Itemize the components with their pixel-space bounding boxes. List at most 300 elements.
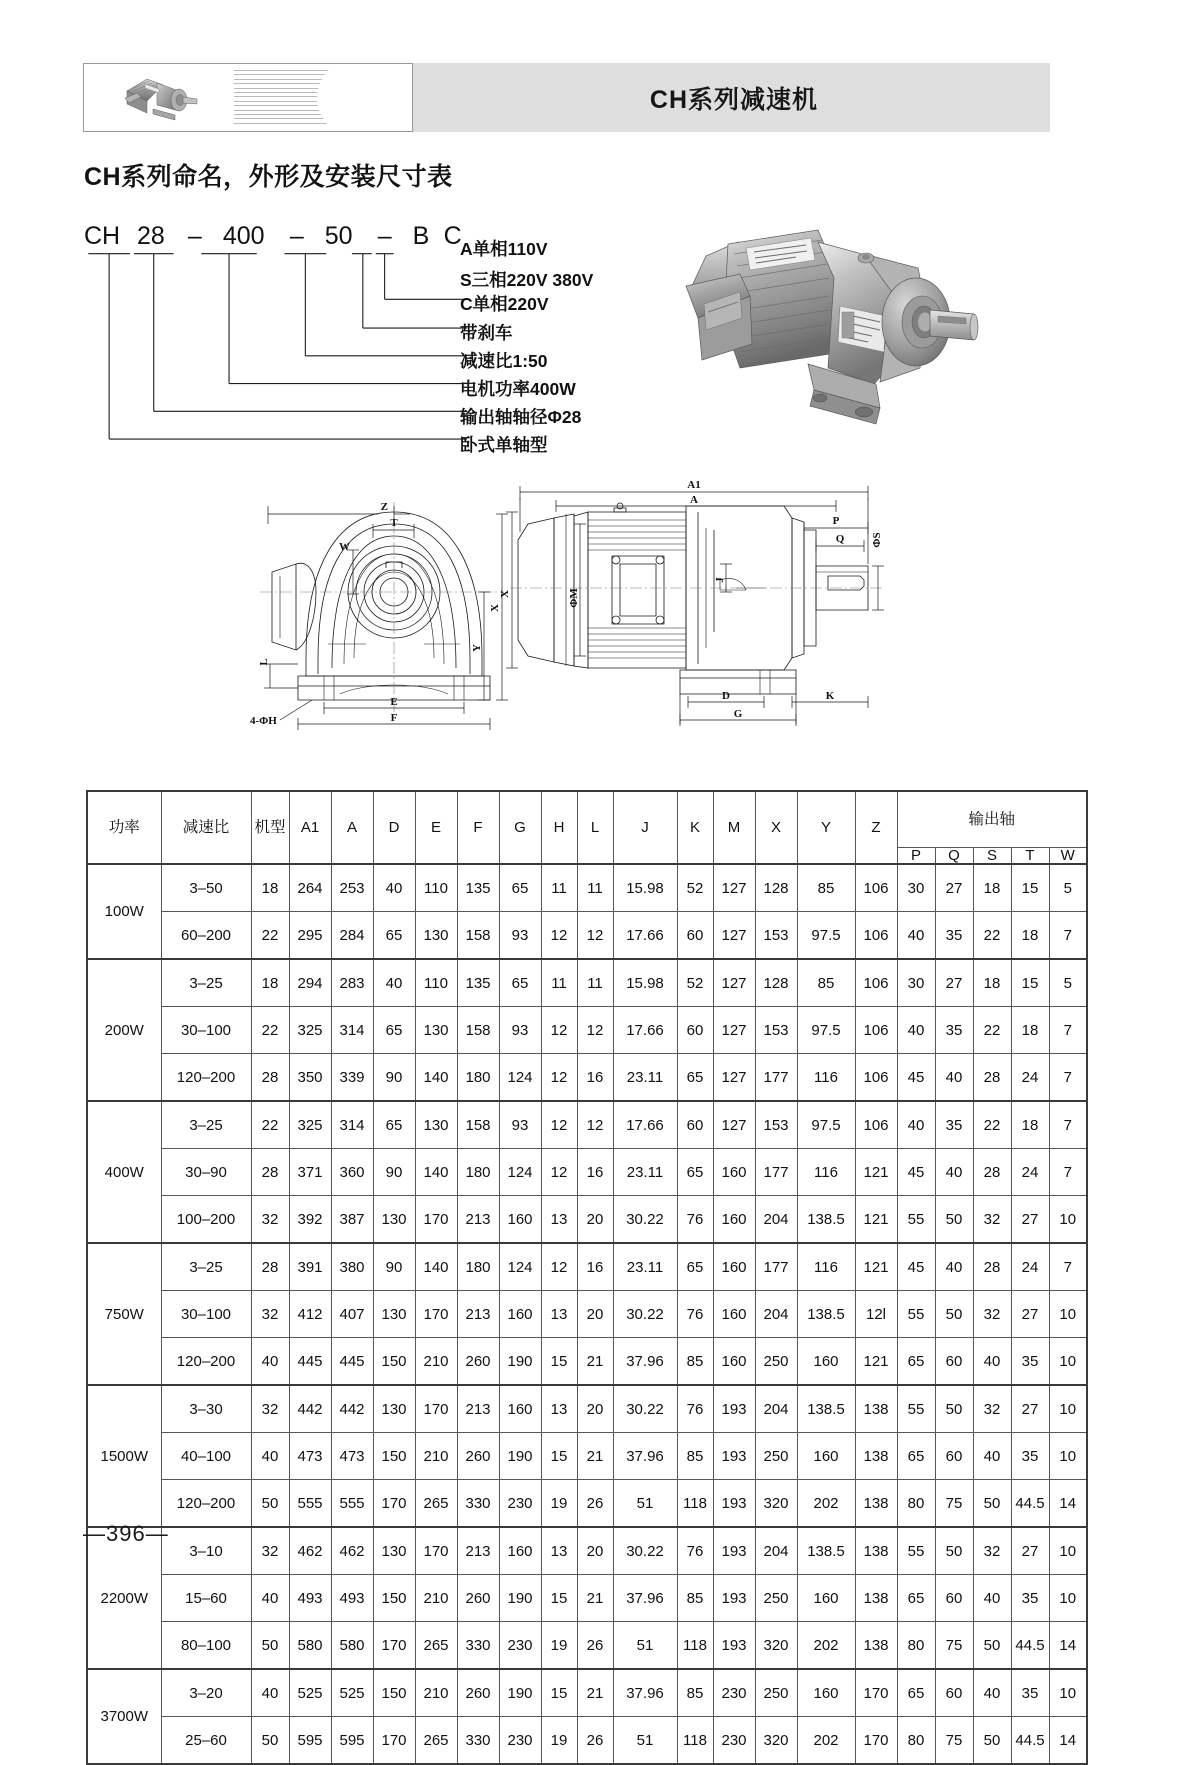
data-cell: 35 <box>1011 1338 1049 1386</box>
header-photo-box <box>83 63 413 132</box>
data-cell: 160 <box>499 1291 541 1338</box>
data-cell: 160 <box>797 1433 855 1480</box>
data-cell: 90 <box>373 1054 415 1102</box>
ratio-cell: 3–25 <box>161 1101 251 1149</box>
data-cell: 93 <box>499 1007 541 1054</box>
data-cell: 158 <box>457 912 499 960</box>
data-cell: 12 <box>541 1054 577 1102</box>
col-header-机型: 机型 <box>251 791 289 864</box>
data-cell: 50 <box>935 1527 973 1575</box>
data-cell: 555 <box>289 1480 331 1528</box>
data-cell: 213 <box>457 1527 499 1575</box>
data-cell: 93 <box>499 1101 541 1149</box>
data-cell: 580 <box>331 1622 373 1670</box>
data-cell: 121 <box>855 1338 897 1386</box>
col-header-S: S <box>973 848 1011 865</box>
stripe-curve-arc <box>316 63 413 132</box>
data-cell: 28 <box>251 1243 289 1291</box>
data-cell: 138 <box>855 1480 897 1528</box>
data-cell: 230 <box>499 1622 541 1670</box>
data-cell: 85 <box>677 1669 713 1717</box>
data-cell: 21 <box>577 1433 613 1480</box>
data-cell: 110 <box>415 959 457 1007</box>
data-cell: 22 <box>973 912 1011 960</box>
data-cell: 12 <box>577 1007 613 1054</box>
data-cell: 23.11 <box>613 1243 677 1291</box>
data-cell: 153 <box>755 1101 797 1149</box>
data-cell: 264 <box>289 864 331 912</box>
data-cell: 360 <box>331 1149 373 1196</box>
power-group-cell: 750W <box>87 1243 161 1385</box>
data-cell: 7 <box>1049 1149 1087 1196</box>
data-cell: 80 <box>897 1622 935 1670</box>
col-header-W: W <box>1049 848 1087 865</box>
data-cell: 210 <box>415 1338 457 1386</box>
col-header-A1: A1 <box>289 791 331 864</box>
table-row <box>87 1291 1087 1338</box>
data-cell: 65 <box>897 1669 935 1717</box>
data-cell: 40 <box>251 1669 289 1717</box>
data-cell: 150 <box>373 1669 415 1717</box>
power-group-cell: 2200W <box>87 1527 161 1669</box>
data-cell: 15.98 <box>613 864 677 912</box>
dim-label-T: T <box>390 517 398 529</box>
data-cell: 14 <box>1049 1622 1087 1670</box>
data-cell: 284 <box>331 912 373 960</box>
code-part-1: 28 <box>136 222 165 250</box>
data-cell: 30.22 <box>613 1196 677 1244</box>
data-cell: 30 <box>897 959 935 1007</box>
dim-label-F: F <box>390 712 398 724</box>
data-cell: 160 <box>499 1196 541 1244</box>
code-part-5: 50 <box>324 222 353 250</box>
data-cell: 213 <box>457 1291 499 1338</box>
data-cell: 473 <box>331 1433 373 1480</box>
data-cell: 253 <box>331 864 373 912</box>
data-cell: 18 <box>973 959 1011 1007</box>
data-cell: 325 <box>289 1007 331 1054</box>
data-cell: 330 <box>457 1622 499 1670</box>
page-header <box>83 63 1050 132</box>
data-cell: 339 <box>331 1054 373 1102</box>
col-header-功率: 功率 <box>87 791 161 864</box>
data-cell: 138 <box>855 1527 897 1575</box>
data-cell: 230 <box>499 1717 541 1765</box>
data-cell: 135 <box>457 864 499 912</box>
data-cell: 525 <box>331 1669 373 1717</box>
data-cell: 121 <box>855 1196 897 1244</box>
col-header-group-output-shaft: 输出轴 <box>897 791 1087 848</box>
data-cell: 32 <box>973 1291 1011 1338</box>
dim-label-L: L <box>258 658 270 666</box>
data-cell: 153 <box>755 912 797 960</box>
data-cell: 160 <box>713 1196 755 1244</box>
data-cell: 204 <box>755 1291 797 1338</box>
data-cell: 10 <box>1049 1291 1087 1338</box>
data-cell: 20 <box>577 1527 613 1575</box>
section-title: CH系列命名，外形及安装尺寸表 <box>84 163 453 191</box>
data-cell: 170 <box>415 1196 457 1244</box>
data-cell: 138 <box>855 1575 897 1622</box>
ratio-cell: 3–50 <box>161 864 251 912</box>
data-cell: 160 <box>713 1338 755 1386</box>
data-cell: 26 <box>577 1480 613 1528</box>
ratio-cell: 3–10 <box>161 1527 251 1575</box>
legend-item-5: 电机功率400W <box>460 379 576 399</box>
data-cell: 50 <box>251 1480 289 1528</box>
data-cell: 160 <box>797 1669 855 1717</box>
data-cell: 28 <box>973 1054 1011 1102</box>
data-cell: 170 <box>415 1291 457 1338</box>
data-cell: 124 <box>499 1054 541 1102</box>
data-cell: 7 <box>1049 1243 1087 1291</box>
data-cell: 85 <box>797 864 855 912</box>
data-cell: 76 <box>677 1291 713 1338</box>
data-cell: 27 <box>935 959 973 1007</box>
data-cell: 10 <box>1049 1385 1087 1433</box>
data-cell: 260 <box>457 1433 499 1480</box>
data-cell: 193 <box>713 1527 755 1575</box>
data-cell: 50 <box>935 1291 973 1338</box>
data-cell: 15 <box>541 1669 577 1717</box>
data-cell: 75 <box>935 1480 973 1528</box>
data-cell: 193 <box>713 1433 755 1480</box>
data-cell: 51 <box>613 1480 677 1528</box>
data-cell: 314 <box>331 1101 373 1149</box>
data-cell: 202 <box>797 1717 855 1765</box>
data-cell: 40 <box>897 1101 935 1149</box>
data-cell: 76 <box>677 1527 713 1575</box>
data-cell: 130 <box>415 1007 457 1054</box>
data-cell: 27 <box>1011 1385 1049 1433</box>
col-header-F: F <box>457 791 499 864</box>
data-cell: 40 <box>251 1338 289 1386</box>
data-cell: 580 <box>289 1622 331 1670</box>
data-cell: 525 <box>289 1669 331 1717</box>
data-cell: 18 <box>973 864 1011 912</box>
data-cell: 17.66 <box>613 1007 677 1054</box>
data-cell: 330 <box>457 1717 499 1765</box>
data-cell: 40 <box>935 1243 973 1291</box>
data-cell: 32 <box>251 1385 289 1433</box>
ratio-cell: 120–200 <box>161 1480 251 1528</box>
data-cell: 260 <box>457 1575 499 1622</box>
dim-label-phi-S: ΦS <box>871 532 883 548</box>
data-cell: 30.22 <box>613 1527 677 1575</box>
data-cell: 50 <box>251 1622 289 1670</box>
data-cell: 85 <box>677 1338 713 1386</box>
code-part-4: – <box>289 222 304 250</box>
data-cell: 22 <box>251 1101 289 1149</box>
data-cell: 442 <box>289 1385 331 1433</box>
power-group-cell: 1500W <box>87 1385 161 1527</box>
col-header-P: P <box>897 848 935 865</box>
data-cell: 138.5 <box>797 1291 855 1338</box>
data-cell: 130 <box>373 1196 415 1244</box>
data-cell: 10 <box>1049 1575 1087 1622</box>
dim-label-K: K <box>825 690 835 702</box>
data-cell: 15 <box>541 1433 577 1480</box>
data-cell: 160 <box>499 1385 541 1433</box>
data-cell: 177 <box>755 1149 797 1196</box>
data-cell: 204 <box>755 1527 797 1575</box>
table-row <box>87 1007 1087 1054</box>
data-cell: 93 <box>499 912 541 960</box>
data-cell: 138 <box>855 1433 897 1480</box>
data-cell: 97.5 <box>797 1007 855 1054</box>
data-cell: 10 <box>1049 1433 1087 1480</box>
dim-label-A: A <box>690 494 698 506</box>
data-cell: 127 <box>713 1054 755 1102</box>
data-cell: 121 <box>855 1243 897 1291</box>
data-cell: 210 <box>415 1433 457 1480</box>
data-cell: 160 <box>797 1338 855 1386</box>
data-cell: 12 <box>541 1243 577 1291</box>
table-row <box>87 1527 1087 1575</box>
data-cell: 140 <box>415 1149 457 1196</box>
data-cell: 106 <box>855 1054 897 1102</box>
table-row <box>87 1433 1087 1480</box>
data-cell: 60 <box>677 1101 713 1149</box>
data-cell: 80 <box>897 1717 935 1765</box>
data-cell: 35 <box>1011 1433 1049 1480</box>
data-cell: 18 <box>251 864 289 912</box>
data-cell: 10 <box>1049 1669 1087 1717</box>
data-cell: 16 <box>577 1054 613 1102</box>
ratio-cell: 3–30 <box>161 1385 251 1433</box>
spec-table <box>86 790 1088 1765</box>
data-cell: 50 <box>935 1196 973 1244</box>
data-cell: 210 <box>415 1575 457 1622</box>
data-cell: 24 <box>1011 1149 1049 1196</box>
data-cell: 106 <box>855 959 897 1007</box>
data-cell: 32 <box>973 1385 1011 1433</box>
data-cell: 121 <box>855 1149 897 1196</box>
data-cell: 160 <box>713 1243 755 1291</box>
data-cell: 76 <box>677 1196 713 1244</box>
data-cell: 11 <box>541 959 577 1007</box>
code-part-7: B <box>412 222 430 250</box>
data-cell: 65 <box>373 912 415 960</box>
data-cell: 138.5 <box>797 1196 855 1244</box>
code-part-8: C <box>443 222 462 250</box>
drawing-side-view <box>499 479 884 726</box>
dim-label-J: J <box>714 577 726 583</box>
dim-label-Q: Q <box>835 533 845 545</box>
data-cell: 128 <box>755 959 797 1007</box>
data-cell: 45 <box>897 1054 935 1102</box>
table-row <box>87 1243 1087 1291</box>
data-cell: 150 <box>373 1575 415 1622</box>
specification-table <box>86 790 1088 1765</box>
data-cell: 202 <box>797 1480 855 1528</box>
data-cell: 40 <box>973 1669 1011 1717</box>
col-header-Y: Y <box>797 791 855 864</box>
data-cell: 18 <box>1011 1101 1049 1149</box>
ratio-cell: 25–60 <box>161 1717 251 1765</box>
data-cell: 150 <box>373 1433 415 1480</box>
data-cell: 595 <box>331 1717 373 1765</box>
data-cell: 210 <box>415 1669 457 1717</box>
data-cell: 18 <box>1011 912 1049 960</box>
data-cell: 158 <box>457 1007 499 1054</box>
data-cell: 118 <box>677 1622 713 1670</box>
data-cell: 106 <box>855 1101 897 1149</box>
data-cell: 330 <box>457 1480 499 1528</box>
data-cell: 230 <box>713 1717 755 1765</box>
data-cell: 27 <box>1011 1196 1049 1244</box>
data-cell: 40 <box>935 1149 973 1196</box>
col-header-T: T <box>1011 848 1049 865</box>
data-cell: 127 <box>713 912 755 960</box>
data-cell: 30.22 <box>613 1291 677 1338</box>
data-cell: 85 <box>677 1433 713 1480</box>
data-cell: 37.96 <box>613 1433 677 1480</box>
data-cell: 392 <box>289 1196 331 1244</box>
data-cell: 193 <box>713 1385 755 1433</box>
data-cell: 180 <box>457 1243 499 1291</box>
data-cell: 12 <box>541 1149 577 1196</box>
dim-label-4-phi-H: 4-ΦH <box>250 715 277 727</box>
data-cell: 130 <box>415 912 457 960</box>
data-cell: 391 <box>289 1243 331 1291</box>
data-cell: 40 <box>373 864 415 912</box>
col-header-Q: Q <box>935 848 973 865</box>
data-cell: 10 <box>1049 1338 1087 1386</box>
col-header-Z: Z <box>855 791 897 864</box>
data-cell: 193 <box>713 1622 755 1670</box>
data-cell: 27 <box>1011 1527 1049 1575</box>
data-cell: 11 <box>577 864 613 912</box>
data-cell: 170 <box>855 1669 897 1717</box>
table-row <box>87 864 1087 912</box>
data-cell: 160 <box>713 1291 755 1338</box>
data-cell: 230 <box>499 1480 541 1528</box>
data-cell: 295 <box>289 912 331 960</box>
ratio-cell: 60–200 <box>161 912 251 960</box>
code-part-3: 400 <box>222 222 265 250</box>
dim-label-Z: Z <box>380 501 388 513</box>
legend-item-4: 减速比1:50 <box>460 351 548 371</box>
data-cell: 283 <box>331 959 373 1007</box>
ratio-cell: 120–200 <box>161 1054 251 1102</box>
legend-item-1: S三相220V 380V <box>460 270 594 290</box>
data-cell: 116 <box>797 1149 855 1196</box>
data-cell: 138.5 <box>797 1385 855 1433</box>
data-cell: 160 <box>713 1149 755 1196</box>
model-code-diagram <box>84 222 604 455</box>
ratio-cell: 3–20 <box>161 1669 251 1717</box>
data-cell: 320 <box>755 1717 797 1765</box>
data-cell: 55 <box>897 1385 935 1433</box>
ratio-cell: 120–200 <box>161 1338 251 1386</box>
table-row <box>87 1054 1087 1102</box>
data-cell: 12 <box>541 1007 577 1054</box>
data-cell: 190 <box>499 1433 541 1480</box>
data-cell: 26 <box>577 1622 613 1670</box>
data-cell: 65 <box>677 1054 713 1102</box>
data-cell: 12 <box>541 1101 577 1149</box>
table-row <box>87 1622 1087 1670</box>
data-cell: 5 <box>1049 864 1087 912</box>
data-cell: 10 <box>1049 1527 1087 1575</box>
data-cell: 325 <box>289 1101 331 1149</box>
legend-item-2: C单相220V <box>460 294 549 314</box>
data-cell: 37.96 <box>613 1575 677 1622</box>
data-cell: 60 <box>935 1338 973 1386</box>
data-cell: 15 <box>541 1575 577 1622</box>
data-cell: 15.98 <box>613 959 677 1007</box>
data-cell: 170 <box>415 1527 457 1575</box>
code-part-0: CH <box>84 222 121 250</box>
data-cell: 170 <box>415 1385 457 1433</box>
legend-item-6: 输出轴轴径Φ28 <box>460 407 582 427</box>
dim-label-E: E <box>390 696 398 708</box>
col-header-L: L <box>577 791 613 864</box>
data-cell: 213 <box>457 1385 499 1433</box>
data-cell: 14 <box>1049 1480 1087 1528</box>
data-cell: 44.5 <box>1011 1717 1049 1765</box>
data-cell: 118 <box>677 1717 713 1765</box>
data-cell: 97.5 <box>797 1101 855 1149</box>
data-cell: 40 <box>973 1575 1011 1622</box>
data-cell: 50 <box>973 1717 1011 1765</box>
col-header-X: X <box>755 791 797 864</box>
data-cell: 13 <box>541 1291 577 1338</box>
data-cell: 7 <box>1049 1101 1087 1149</box>
data-cell: 51 <box>613 1622 677 1670</box>
data-cell: 55 <box>897 1291 935 1338</box>
data-cell: 380 <box>331 1243 373 1291</box>
data-cell: 32 <box>251 1196 289 1244</box>
dim-label-G: G <box>733 708 743 720</box>
data-cell: 65 <box>677 1149 713 1196</box>
data-cell: 106 <box>855 912 897 960</box>
data-cell: 10 <box>1049 1196 1087 1244</box>
data-cell: 75 <box>935 1717 973 1765</box>
data-cell: 193 <box>713 1480 755 1528</box>
data-cell: 45 <box>897 1243 935 1291</box>
data-cell: 50 <box>251 1717 289 1765</box>
data-cell: 294 <box>289 959 331 1007</box>
data-cell: 150 <box>373 1338 415 1386</box>
data-cell: 314 <box>331 1007 373 1054</box>
data-cell: 60 <box>935 1433 973 1480</box>
dim-label-phi-M: ΦM <box>568 588 580 608</box>
data-cell: 55 <box>897 1527 935 1575</box>
table-row <box>87 1575 1087 1622</box>
data-cell: 116 <box>797 1243 855 1291</box>
data-cell: 65 <box>677 1243 713 1291</box>
legend-item-3: 带刹车 <box>460 323 513 343</box>
data-cell: 15 <box>541 1338 577 1386</box>
data-cell: 177 <box>755 1243 797 1291</box>
data-cell: 19 <box>541 1717 577 1765</box>
data-cell: 7 <box>1049 1054 1087 1102</box>
data-cell: 51 <box>613 1717 677 1765</box>
table-row <box>87 1196 1087 1244</box>
data-cell: 20 <box>577 1291 613 1338</box>
data-cell: 17.66 <box>613 912 677 960</box>
data-cell: 160 <box>797 1575 855 1622</box>
dim-label-W: W <box>339 541 350 553</box>
data-cell: 250 <box>755 1433 797 1480</box>
drawing-front-view <box>250 501 508 730</box>
data-cell: 127 <box>713 864 755 912</box>
data-cell: 138 <box>855 1622 897 1670</box>
ratio-cell: 15–60 <box>161 1575 251 1622</box>
col-header-H: H <box>541 791 577 864</box>
